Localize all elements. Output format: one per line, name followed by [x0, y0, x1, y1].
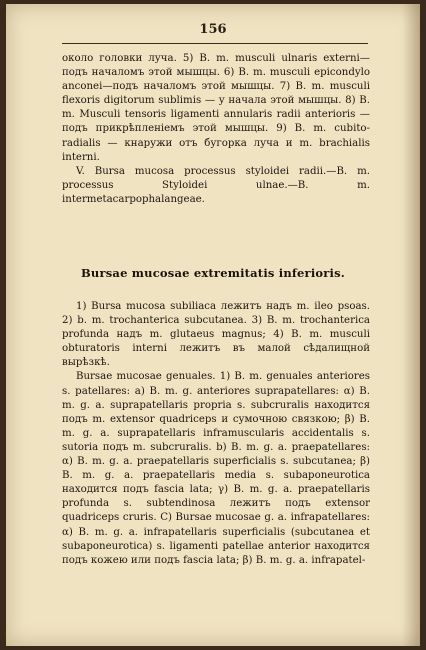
paragraph-styloid-bursae: V. Bursa mucosa processus styloidei radii.—B. m. processus Styloidei ulnae.—B. m. intermetacarpophalangeae.: [62, 165, 370, 205]
top-text-block: [62, 52, 370, 207]
paragraph-upper-limb-bursae: около головки луча. 5) B. m. musculi ulnaris externi—подъ началомъ этой мышцы. 6) B. m. musculi epicondylo anconei—подъ началомъ этой мышцы. 7) B. m. musculi flexoris digitorum sublimis — у начала этой мышцы. 8) B. m. Musculi tensoris ligamenti annularis radii anterioris — подъ прикрѣпленiемъ этой мышцы. 9) B. m. cubito-radialis — кнаружи отъ бугорка луча и m. brachialis interni.: [62, 53, 370, 163]
header-rule: [62, 43, 368, 44]
book-page: [6, 4, 420, 646]
paragraph-knee-bursae: Bursae mucosae genuales. 1) B. m. genuales anteriores s. patellares: a) B. m. g. anteriores suprapatellares: α) B. m. g. a. suprapatellaris propria s. subcruralis находится подъ m. extensor quadriceps и сумочною связкою; β) B. m. g. a. suprapatellaris inframuscularis accidentalis s. sutoria подъ m. subcruralis. b) B. m. g. a. praepatellares: α) B. m. g. a. praepatellaris superficialis s. subcutanea; β) B. m. g. a. praepatellaris media s. subaponeurotica находится подъ fascia lata; γ) B. m. g. a. praepatellaris profunda s. subtendinosa лежитъ подъ extensor quadriceps cruris. C) Bursae mucosae g. a. infrapatellares: α) B. m. g. a. infrapatellaris superficialis (subcutanea et subaponeurotica) s. ligamenti patellae anterior находится подъ кожею или подъ fascia lata; β) B. m. g. a. infrapatel-: [62, 371, 370, 566]
page-number: 156: [199, 22, 227, 37]
section-heading: Bursae mucosae extremitatis inferioris.: [81, 266, 345, 280]
paragraph-hip-bursae: 1) Bursa mucosa subiliaca лежитъ надъ m. ileo psoas. 2) b. m. trochanterica subcutanea. 3) B. m. trochanterica profunda надъ m. glutaeus magnus; 4) B. m. musculi obturatoris interni лежитъ въ малой сѣдалищной вырѣзкѣ.: [62, 301, 370, 369]
bottom-text-block: [62, 300, 370, 568]
